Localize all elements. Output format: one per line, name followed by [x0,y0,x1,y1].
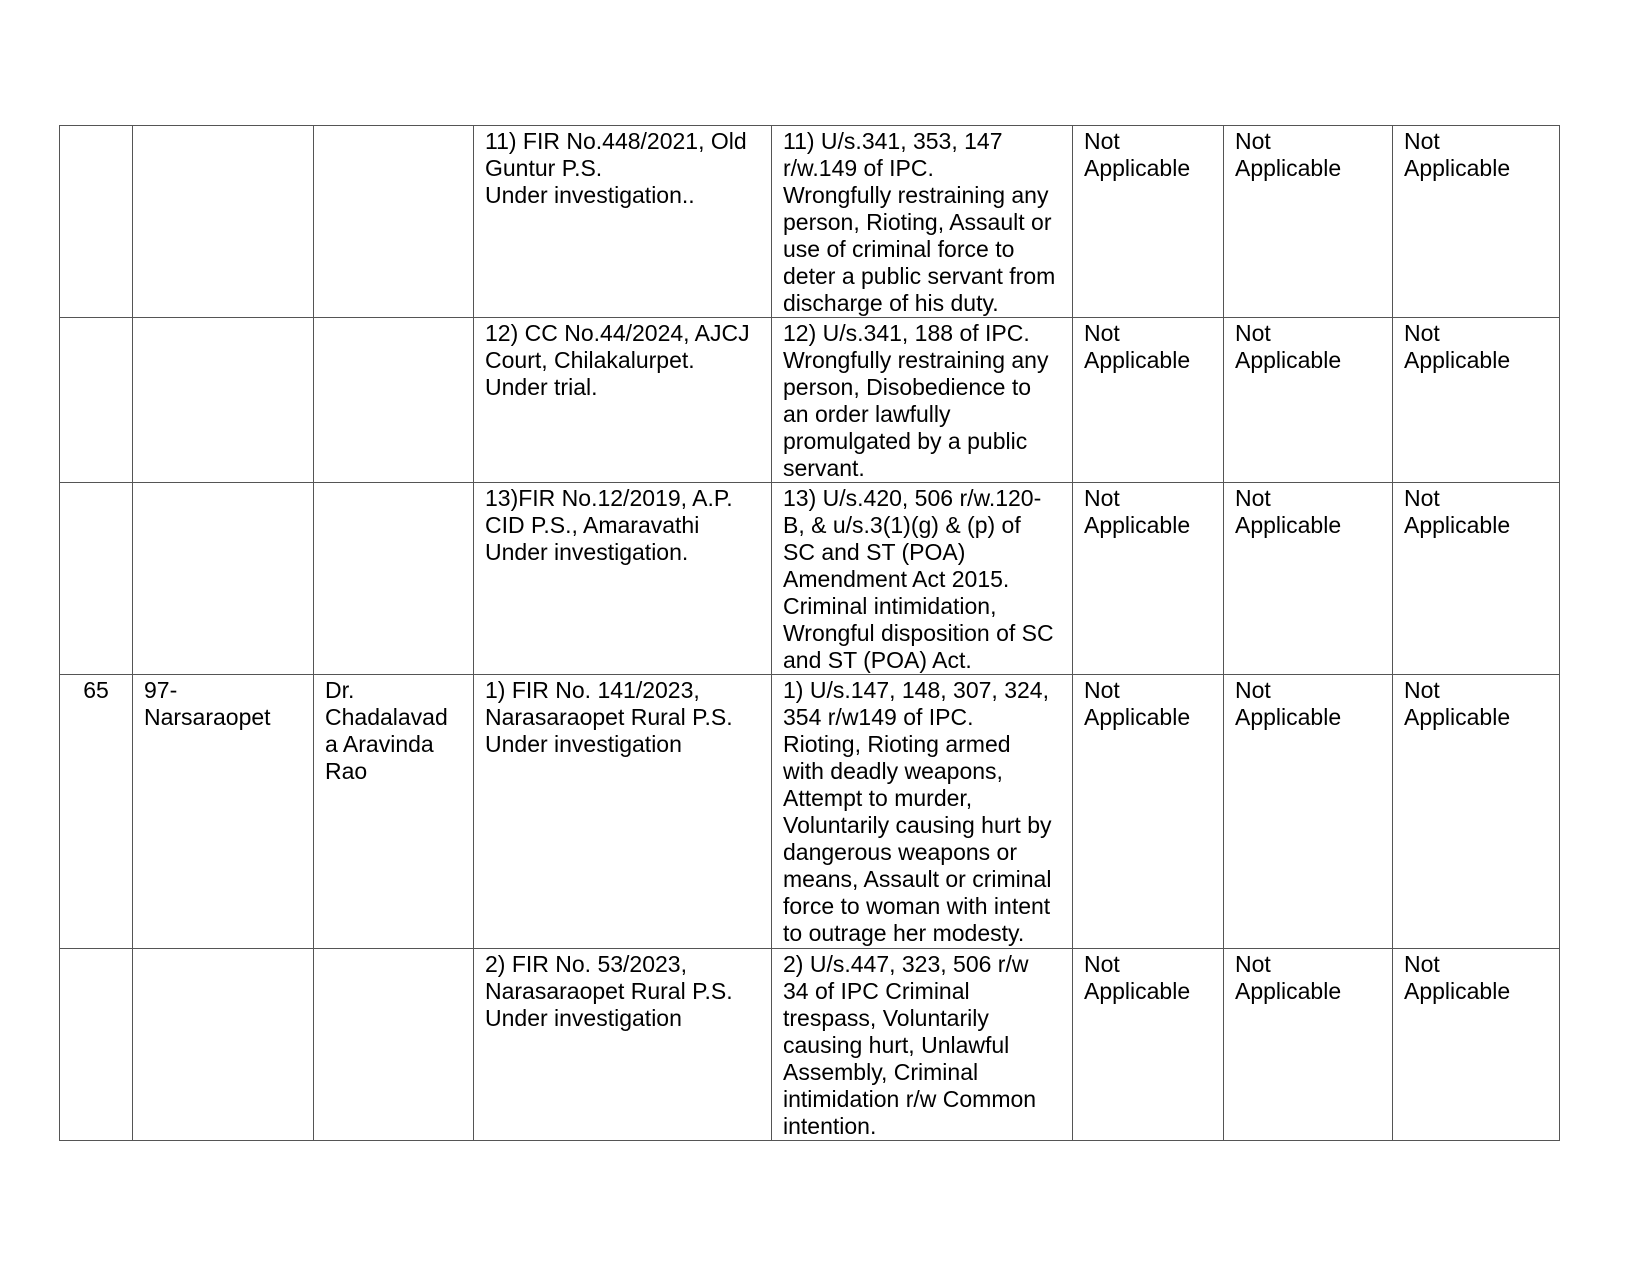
case-details-cell: 11) FIR No.448/2021, Old Guntur P.S. Under investigation.. [474,126,772,318]
candidate-cell [314,483,474,675]
column-8-cell: Not Applicable [1393,318,1560,483]
column-7-cell: Not Applicable [1224,126,1393,318]
constituency-cell [133,949,314,1141]
constituency-cell [133,126,314,318]
column-6-cell: Not Applicable [1073,126,1224,318]
table-row [60,949,1560,1141]
column-7-cell: Not Applicable [1224,675,1393,949]
column-8-cell: Not Applicable [1393,126,1560,318]
column-7-cell: Not Applicable [1224,483,1393,675]
constituency-cell: 97- Narsaraopet [133,675,314,949]
serial-number-cell: 65 [60,675,133,949]
sections-cell: 12) U/s.341, 188 of IPC. Wrongfully restraining any person, Disobedience to an order lawfully promulgated by a public servant. [772,318,1073,483]
serial-number-cell [60,126,133,318]
case-details-cell: 13)FIR No.12/2019, A.P. CID P.S., Amaravathi Under investigation. [474,483,772,675]
table-row [60,675,1560,949]
serial-number-cell [60,949,133,1141]
serial-number-cell [60,483,133,675]
column-6-cell: Not Applicable [1073,949,1224,1141]
column-8-cell: Not Applicable [1393,483,1560,675]
column-7-cell: Not Applicable [1224,318,1393,483]
sections-cell: 2) U/s.447, 323, 506 r/w 34 of IPC Criminal trespass, Voluntarily causing hurt, Unlawful Assembly, Criminal intimidation r/w Common intention. [772,949,1073,1141]
column-8-cell: Not Applicable [1393,949,1560,1141]
sections-cell: 11) U/s.341, 353, 147 r/w.149 of IPC. Wrongfully restraining any person, Rioting, Assault or use of criminal force to deter a public servant from discharge of his duty. [772,126,1073,318]
candidate-cell: Dr. Chadalavad a Aravinda Rao [314,675,474,949]
candidate-cell [314,126,474,318]
serial-number-cell [60,318,133,483]
table-row [60,483,1560,675]
column-7-cell: Not Applicable [1224,949,1393,1141]
candidate-cell [314,949,474,1141]
table-row [60,126,1560,318]
constituency-cell [133,483,314,675]
case-details-cell: 1) FIR No. 141/2023, Narasaraopet Rural P.S. Under investigation [474,675,772,949]
column-6-cell: Not Applicable [1073,483,1224,675]
constituency-cell [133,318,314,483]
sections-cell: 1) U/s.147, 148, 307, 324, 354 r/w149 of IPC. Rioting, Rioting armed with deadly weapons, Attempt to murder, Voluntarily causing hurt by dangerous weapons or means, Assault or criminal force to woman with intent to outrage her modesty. [772,675,1073,949]
column-8-cell: Not Applicable [1393,675,1560,949]
criminal-cases-table [59,125,1560,1141]
table-row [60,318,1560,483]
column-6-cell: Not Applicable [1073,318,1224,483]
case-details-cell: 2) FIR No. 53/2023, Narasaraopet Rural P.S. Under investigation [474,949,772,1141]
column-6-cell: Not Applicable [1073,675,1224,949]
case-details-cell: 12) CC No.44/2024, AJCJ Court, Chilakalurpet. Under trial. [474,318,772,483]
sections-cell: 13) U/s.420, 506 r/w.120- B, & u/s.3(1)(g) & (p) of SC and ST (POA) Amendment Act 2015. Criminal intimidation, Wrongful disposition of SC and ST (POA) Act. [772,483,1073,675]
candidate-cell [314,318,474,483]
